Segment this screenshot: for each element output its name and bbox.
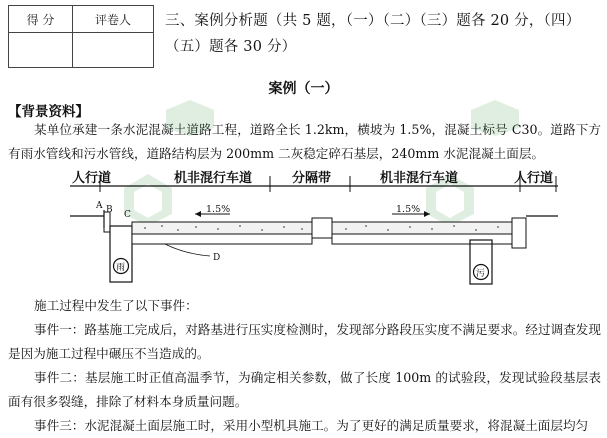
- score-header: 得 分: [9, 6, 73, 33]
- label-point-a: A: [96, 201, 103, 211]
- watermark-logo-icon: [160, 98, 220, 138]
- label-point-d: D: [213, 253, 221, 263]
- grader-cell[interactable]: [73, 33, 154, 68]
- background-heading: 【背景资料】: [8, 104, 89, 120]
- slope-right: 1.5%: [396, 204, 421, 215]
- label-lane-left: 机非混行车道: [174, 171, 253, 186]
- background-text: 某单位承建一条水泥混凝土道路工程，道路全长 1.2km，横坡为 1.5%，混凝土标号 C30。道路下方有雨水管线和污水管线，道路结构层为 200mm 二灰稳定碎石基层，240mm 水泥混凝土面层。: [8, 122, 601, 161]
- watermark-logo-icon: [465, 98, 525, 138]
- event-two: 事件二：基层施工时正值高温季节，为确定相关参数，做了长度 100m 的试验段，发现试验段基层表面有很多裂缝，排除了材料本身质量问题。: [8, 370, 601, 409]
- section-title: 三、案例分析题（共 5 题，（一）（二）（三）题各 20 分，（四）（五）题各 30 分）: [165, 13, 581, 55]
- events-intro: 施工过程中发生了以下事件：: [34, 298, 198, 313]
- label-point-c: C: [124, 210, 131, 220]
- case-title: 案例（一）: [268, 81, 339, 97]
- label-point-b: B: [106, 205, 113, 215]
- slope-left: 1.5%: [206, 204, 231, 215]
- score-table: [8, 5, 154, 68]
- label-sidewalk-left: 人行道: [72, 171, 112, 186]
- score-cell[interactable]: [9, 33, 73, 68]
- event-three: 事件三：水泥混凝土面层施工时，采用小型机具施工。为了更好的满足质量要求，将混凝土面层均匀: [34, 418, 589, 433]
- sewage-pipe-label: 污: [476, 269, 486, 279]
- label-sidewalk-right: 人行道: [514, 171, 554, 186]
- road-cross-section-diagram: [70, 168, 562, 288]
- event-one: 事件一：路基施工完成后，对路基进行压实度检测时，发现部分路段压实度不满足要求。经过调查发现是因为施工过程中碾压不当造成的。: [8, 322, 601, 361]
- grader-header: 评卷人: [73, 6, 154, 33]
- label-lane-right: 机非混行车道: [380, 171, 459, 186]
- label-divider: 分隔带: [292, 171, 332, 186]
- rain-pipe-label: 雨: [116, 263, 126, 273]
